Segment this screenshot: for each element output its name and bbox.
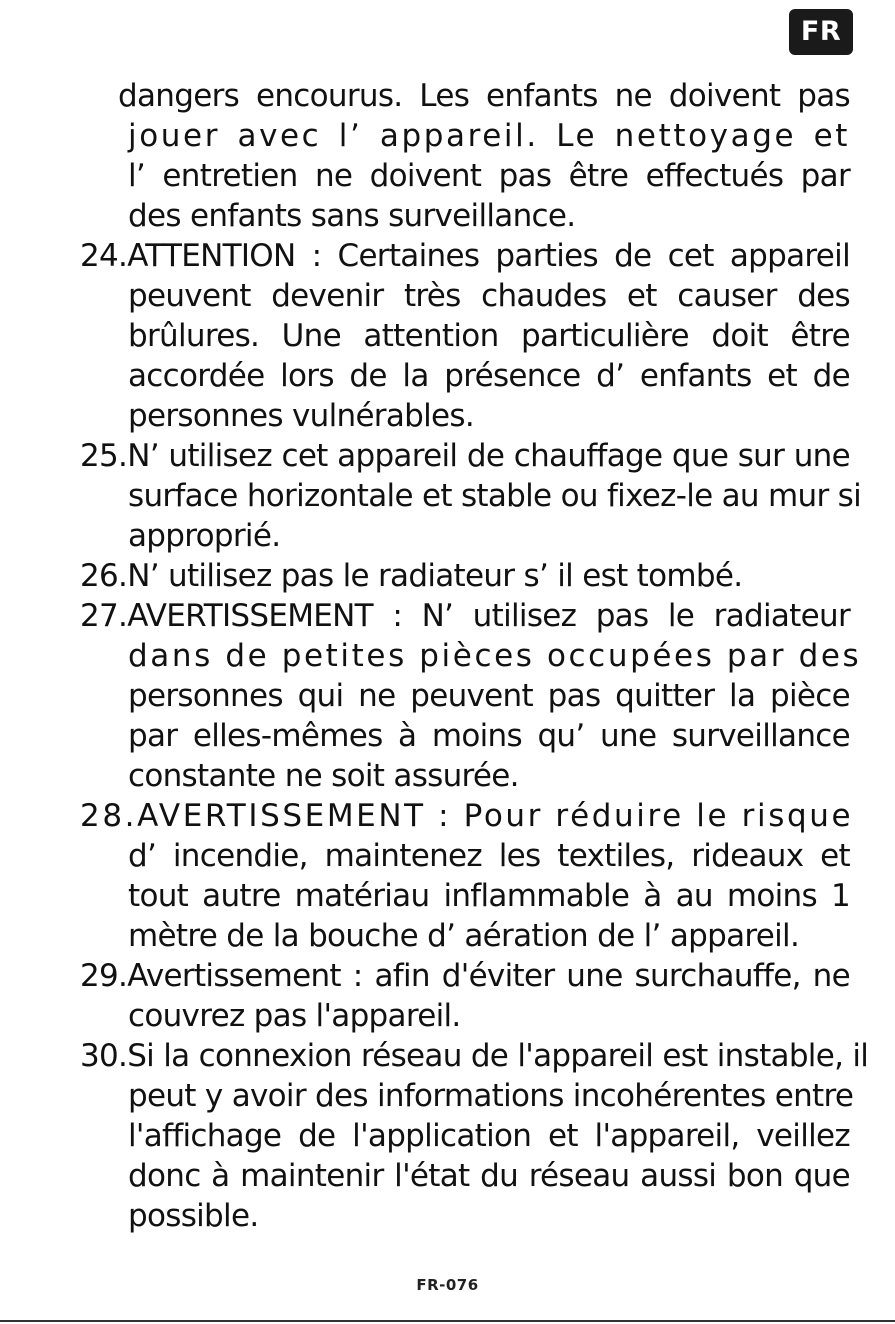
list-item-27: 27.AVERTISSEMENT : N’ utilisez pas le radiateur bbox=[80, 598, 850, 634]
text-line: personnes vulnérables. bbox=[128, 398, 475, 434]
text-line: l'affichage de l'application et l'appareil, veillez bbox=[128, 1118, 850, 1154]
text-line: brûlures. Une attention particulière doit être bbox=[128, 318, 850, 354]
text-line: peut y avoir des informations incohérentes entre bbox=[128, 1078, 854, 1114]
text-line: constante ne soit assurée. bbox=[128, 758, 519, 794]
text-line: tout autre matériau inflammable à au moins 1 bbox=[128, 878, 850, 914]
text-line: donc à maintenir l'état du réseau aussi bon que bbox=[128, 1158, 850, 1194]
text-line: par elles-mêmes à moins qu’ une surveillance bbox=[128, 718, 850, 754]
list-item-26: 26.N’ utilisez pas le radiateur s’ il est tombé. bbox=[80, 558, 743, 594]
list-item-29: 29.Avertissement : afin d'éviter une surchauffe, ne bbox=[80, 958, 850, 994]
text-line: approprié. bbox=[128, 518, 281, 554]
text-line: peuvent devenir très chaudes et causer des bbox=[128, 278, 850, 314]
page-number: FR-076 bbox=[416, 1276, 479, 1294]
text-line: d’ incendie, maintenez les textiles, rideaux et bbox=[128, 838, 850, 874]
text-line: dans de petites pièces occupées par des bbox=[128, 638, 862, 674]
text-line: possible. bbox=[128, 1198, 259, 1234]
text-line: mètre de la bouche d’ aération de l’ appareil. bbox=[128, 918, 800, 954]
list-item-25: 25.N’ utilisez cet appareil de chauffage que sur une bbox=[80, 438, 850, 474]
text-line: personnes qui ne peuvent pas quitter la pièce bbox=[128, 678, 850, 714]
bottom-rule bbox=[0, 1320, 895, 1322]
language-badge: FR bbox=[789, 9, 853, 55]
text-line: l’ entretien ne doivent pas être effectués par bbox=[128, 158, 850, 194]
text-line: couvrez pas l'appareil. bbox=[128, 998, 461, 1034]
text-line: surface horizontale et stable ou fixez-le au mur si bbox=[128, 478, 862, 514]
list-item-30: 30.Si la connexion réseau de l'appareil est instable, il bbox=[80, 1038, 869, 1074]
text-line: jouer avec l’ appareil. Le nettoyage et bbox=[128, 118, 850, 154]
list-item-24: 24.ATTENTION : Certaines parties de cet appareil bbox=[80, 238, 850, 274]
text-line: accordée lors de la présence d’ enfants et de bbox=[128, 358, 850, 394]
list-item-28: 28.AVERTISSEMENT : Pour réduire le risque bbox=[80, 798, 854, 834]
text-line: dangers encourus. Les enfants ne doivent pas bbox=[118, 78, 850, 114]
text-line: des enfants sans surveillance. bbox=[128, 198, 576, 234]
